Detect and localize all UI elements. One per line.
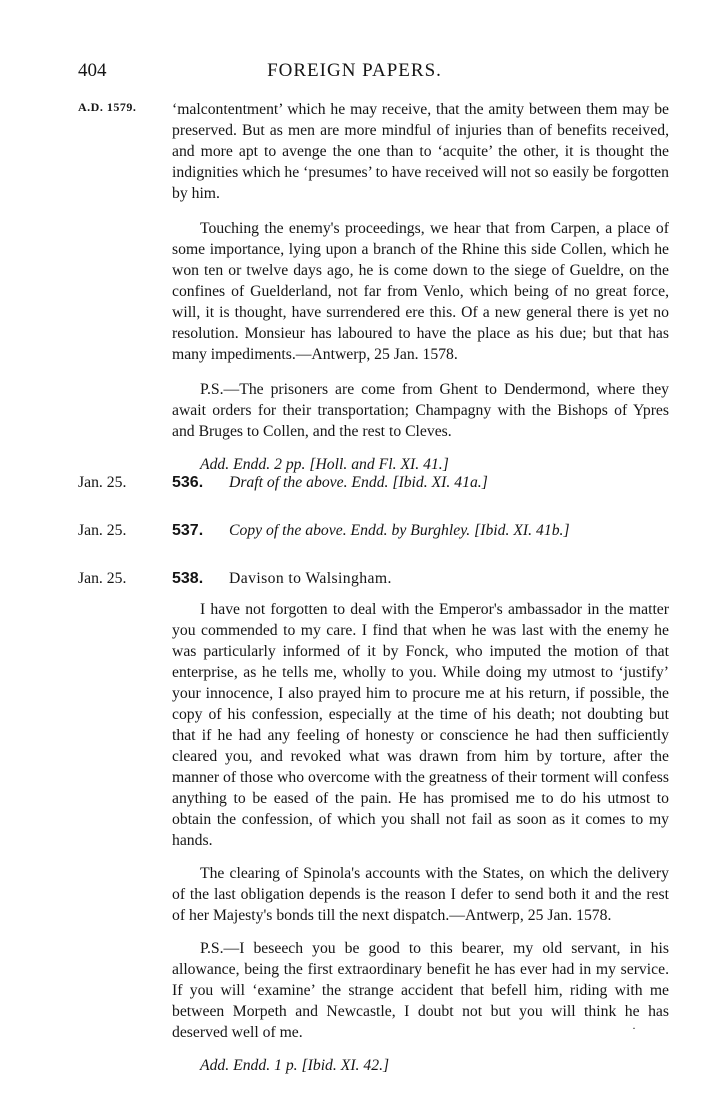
paragraph: I have not forgotten to deal with the Emperor's ambassador in the matter you commended to my care. I find that when he was last with the enemy he was particularly informed of it by Fonck, who imputed the motion of that enterprise, as he tells me, wholly to you. While doing my utmost to ‘justify’ your innocence, I also prayed him to procure me at his return, if possible, the copy of his confession, especially at the time of his death; not doubting but that if he had any feeling of honesty or conscience he had then sufficiently cleared you, and revoked what was drawn from him by torture, after the manner of those who overcome with the greatness of their torment will confess anything to be eased of the pain. He has promised me to do his utmost to obtain the confession, of which you shall not fail as soon as it comes to my hands. xyxy=(172,601,669,849)
entry-date: Jan. 25. xyxy=(78,570,127,587)
page-number: 404 xyxy=(78,60,107,81)
margin-year: A.D. 1579. xyxy=(78,100,137,114)
paragraph: Touching the enemy's proceedings, we hear that from Carpen, a place of some importance, lying upon a branch of the Rhine this side Collen, which he won ten or twelve days ago, he is come down to the siege of Gueldre, on the confines of Guelderland, not far from Venlo, which being of no great force, will, it is thought, have surrendered ere this. Of a new general there is yet no resolution. Monsieur has laboured to have the place as his due; but that has many impediments.—Antwerp, 25 Jan. 1578. xyxy=(172,220,669,363)
entry-text: Draft of the above. Endd. [Ibid. XI. 41a.] xyxy=(229,474,488,491)
entry-date: Jan. 25. xyxy=(78,522,127,539)
letter-heading: Davison to Walsingham. xyxy=(229,570,392,587)
endorsement: Add. Endd. 2 pp. [Holl. and Fl. XI. 41.] xyxy=(200,456,449,473)
entry-number: 538. xyxy=(172,570,204,587)
entry-date: Jan. 25. xyxy=(78,474,127,491)
running-title: FOREIGN PAPERS. xyxy=(267,60,442,81)
paragraph: The clearing of Spinola's accounts with the States, on which the delivery of the last obligation depends is the reason I defer to send both it and the rest of her Majesty's bonds till the next dispatch.—Antwerp, 25 Jan. 1578. xyxy=(172,865,669,924)
entry-number: 537. xyxy=(172,522,204,539)
postscript: P.S.—The prisoners are come from Ghent to Dendermond, where they await orders for their transportation; Champagny with the Bishops of Ypres and Bruges to Collen, and the rest to Cleves. xyxy=(172,381,669,440)
postscript: P.S.—I beseech you be good to this bearer, my old servant, in his allowance, being the first extraordinary benefit he has ever had in my service. If you will ‘examine’ the strange accident that befell him, riding with me between Morpeth and Newcastle, I doubt not but you will think he has deserved well of me. xyxy=(172,940,669,1041)
entry-number: 536. xyxy=(172,474,204,491)
continuation-text xyxy=(172,99,669,475)
entry-text: Copy of the above. Endd. by Burghley. [Ibid. XI. 41b.] xyxy=(229,522,570,539)
paragraph: ‘malcontentment’ which he may receive, that the amity between them may be preserved. But as men are more mindful of injuries than of benefits received, and more apt to avenge the one than to ‘acquite’ the other, it is thought the indignities which he ‘presumes’ to have received will not so easily be forgotten by him. xyxy=(172,101,669,202)
ink-mark: · xyxy=(632,1021,636,1035)
endorsement: Add. Endd. 1 p. [Ibid. XI. 42.] xyxy=(200,1057,390,1074)
letter-text xyxy=(172,599,669,1076)
